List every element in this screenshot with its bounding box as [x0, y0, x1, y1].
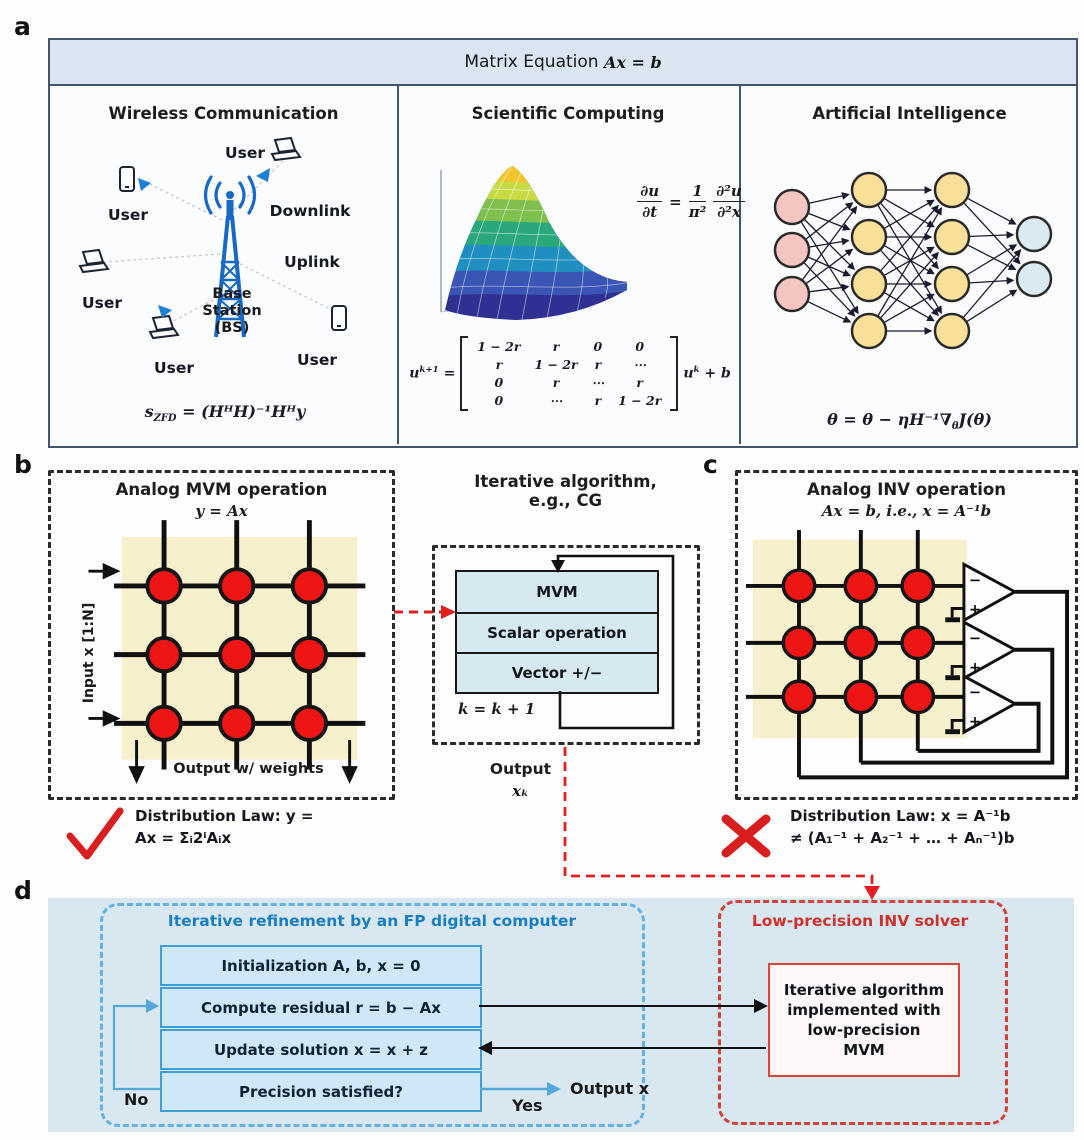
panel-c-box: [735, 470, 1078, 800]
matrix-equation-title: Matrix Equation: [464, 52, 599, 72]
wireless-user-bottom: User: [154, 359, 194, 377]
step-precision-check: Precision satisfied?: [160, 1071, 482, 1112]
panel-a-box: [48, 38, 1078, 448]
iterative-refinement-title: Iterative refinement by an FP digital computer: [167, 912, 577, 930]
step-compute-residual: Compute residual r = b − Ax: [160, 987, 482, 1028]
memristor-cells: [147, 569, 326, 740]
wireless-downlink: Downlink: [269, 202, 351, 220]
laptop-icon-midleft: [80, 250, 108, 272]
surface-plot-graphic: [427, 140, 632, 335]
output-axis-label: Output w/ weights: [173, 761, 324, 777]
inv-subtitle: Ax = b, i.e., x = A⁻¹b: [821, 502, 992, 520]
solver-inner-box: Iterative algorithm implemented with low-precision MVM: [768, 963, 960, 1077]
step-initialization: Initialization A, b, x = 0: [160, 945, 482, 986]
base-station-label: Base Station (BS): [202, 286, 262, 336]
panel-d-label: d: [14, 876, 32, 905]
phone-icon-right: [332, 306, 346, 330]
svg-text:−: −: [968, 629, 982, 647]
inv-memristor-cells: [783, 570, 933, 712]
panel-a-label: a: [14, 12, 31, 41]
mvm-crossbar-graphic: [51, 473, 392, 797]
scientific-title: Scientific Computing: [471, 104, 665, 123]
matrix-bracket-left: [460, 336, 468, 411]
phone-icon-left: [120, 167, 134, 191]
yes-label: Yes: [512, 1096, 543, 1115]
inv-title: Analog INV operation: [807, 480, 1006, 499]
matrix-bracket-right: [670, 336, 678, 411]
wireless-user-mid: User: [82, 294, 122, 312]
inv-crossbar-graphic: [738, 473, 1075, 797]
low-precision-solver-title: Low-precision INV solver: [751, 912, 969, 930]
panel-a-header: [50, 40, 1076, 86]
zf-formula: $s_{ZFD}$ = (HᴴH)⁻¹Hᴴy: [144, 402, 306, 425]
inv-distribution-law: Distribution Law: x = A⁻¹b ≠ (A₁⁻¹ + A₂⁻¹ + … + Aₙ⁻¹)b: [790, 807, 1015, 847]
iter-output-xk: xₖ: [512, 782, 529, 800]
svg-text:−: −: [968, 571, 982, 589]
wireless-user-right: User: [297, 351, 337, 369]
op-scalar: Scalar operation: [455, 612, 659, 654]
laptop-icon-bottom: [150, 316, 178, 338]
svg-text:+: +: [968, 601, 982, 619]
matrix-cells: 1 − 2r r 0 0 r 1 − 2r r ⋯ 0 r ⋯ r 0 ⋯ r 1 − 2r: [477, 339, 662, 408]
op-vector: Vector +/−: [455, 652, 659, 694]
mvm-subtitle: y = Ax: [195, 502, 248, 520]
iterative-title: Iterative algorithm, e.g., CG: [474, 472, 657, 510]
input-axis-label: Input x [1:N]: [81, 602, 97, 704]
ai-title: Artificial Intelligence: [812, 104, 1007, 123]
cross-icon: [718, 808, 774, 864]
step-update-solution: Update solution x = x + z: [160, 1029, 482, 1070]
op-mvm: MVM: [455, 570, 659, 614]
output-x-label: Output x: [570, 1079, 650, 1098]
wireless-user-top: User: [225, 144, 265, 162]
column-divider-1: [397, 86, 399, 444]
nn-edges: [801, 190, 1020, 331]
neural-network-graphic: [757, 152, 1067, 402]
newton-update-formula: $\theta = \theta - \eta H^{-1}\nabla_\theta J(\theta)$: [827, 410, 992, 433]
wireless-title: Wireless Communication: [108, 104, 339, 123]
no-label: No: [124, 1090, 149, 1109]
mvm-distribution-law: Distribution Law: y = Ax = Σᵢ2ⁱAᵢx: [135, 807, 314, 847]
checkmark-icon: [65, 806, 125, 864]
matrix-equation-math: Ax = b: [603, 52, 662, 72]
fd-matrix-equation: $u^{k+1}$ = 1 − 2r r 0 0 r 1 − 2r r ⋯ 0 r ⋯ r 0 ⋯ r 1 − 2r $u^k + b$: [400, 336, 740, 411]
k-increment-label: k = k + 1: [458, 700, 536, 718]
panel-b-label: b: [14, 450, 32, 479]
svg-text:−: −: [968, 683, 982, 701]
panel-c-label: c: [703, 450, 718, 479]
svg-text:+: +: [968, 713, 982, 731]
mvm-title: Analog MVM operation: [115, 480, 328, 499]
pde-equation: $\frac{\partial u}{\partial t}$ = $\frac{1}{\text{π²}}$ $\frac{\text{∂²u}}{\text{∂²x}}$: [628, 182, 754, 221]
svg-text:+: +: [968, 659, 982, 677]
panel-b-box: [48, 470, 395, 800]
wireless-user-left: User: [108, 206, 148, 224]
wireless-uplink: Uplink: [284, 253, 340, 271]
iter-output-label: Output: [489, 760, 552, 778]
